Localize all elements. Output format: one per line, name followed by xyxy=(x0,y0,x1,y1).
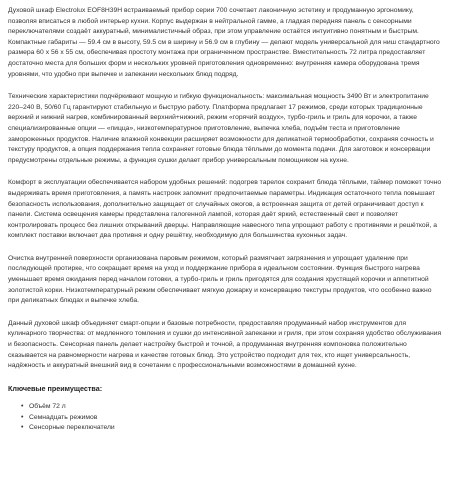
list-item-text: Сенсорные переключатели xyxy=(29,424,115,432)
list-item-text: Семнадцать режимов xyxy=(29,413,98,421)
paragraph-comfort: Комфорт в эксплуатации обеспечивается набором удобных решений: подогрев тарелок сохранит блюда тёплыми, таймер поможет точно выдерживать время приготовления, а память настроек запомнит предпочитаемые параметры. Индикация остаточного тепла повышает безопасность использования, дополнительно защищает от случайных ожогов, а встроенная защита от детей ограничивает доступ к панели. Система освещения камеры представлена галогенной лампой, которая даёт яркий, естественный свет и позволяет контролировать процесс без лишних открываний дверцы. Направляющие навесного типа упрощают работу с противнями и решёткой, а комплект поставки включает два противня и одну решётку, необходимую для большинства кухонных задач. xyxy=(8,179,442,240)
list-item xyxy=(21,402,444,413)
list-item xyxy=(21,413,444,424)
paragraph-specs: Технические характеристики подчёркивают мощную и гибкую функциональность: максимальная мощность 3490 Вт и электропитание 220–240 В, 50/60 Гц гарантируют стабильную и быструю работу. Платформа предлагает 17 режимов, среди которых традиционные верхний и нижний нагрев, комбинированный верхний+нижний, режим «горячий воздух», турбо-гриль и гриль для корочки, а также специализированные опции — «пицца», низкотемпературное приготовление, выпечка хлеба, подъём теста и приготовление замороженных продуктов. Наличие влажной конвекции расширяет возможности для деликатной термообработки, сохраняя сочность и текстуру продуктов, а опция поддержания тепла сохраняет готовые блюда тёплыми до момента подачи. Для заготовок и консервации предусмотрены отдельные режимы, а функция сушки делает прибор универсальным помощником на кухне. xyxy=(8,93,434,164)
bullet-icon: • xyxy=(21,424,24,432)
paragraph-intro: Духовой шкаф Electrolux EOF8H39H встраиваемый прибор серии 700 сочетает лаконичную эстетику и продуманную эргономику, позволяя вписаться в любой интерьер кухни. Корпус выдержан в нейтральной гамме, а гладкая передняя панель с сенсорными переключателями создаёт аккуратный, минималистичный образ, при этом управление остаётся интуитивно понятным и быстрым. Компактные габариты — 59.4 см в высоту, 59.5 см в ширину и 56.9 см в глубину — делают модель универсальной для ниш стандартного размера 60 х 56 х 55 см, обеспечивая простоту монтажа при ограниченном пространстве. Вместительность 72 литра предоставляет достаточно места для больших форм и нескольких уровней приготовления одновременно: внутренняя камера оборудована тремя уровнями, что удобно при выпечке и запекании нескольких блюд подряд. xyxy=(8,7,440,78)
advantages-list xyxy=(8,402,444,434)
paragraph-summary: Данный духовой шкаф объединяет смарт-опции и базовые потребности, предоставляя продуманный набор инструментов для кулинарного творчества: от медленного томления и сушки до интенсивной запеканки и гриля, при этом сохраняя удобство обслуживания и безопасность. Сенсорная панель делает настройку быстрой и точной, а продуманная внутренняя компоновка положительно сказывается на равномерности нагрева и качестве готовых блюд. Это устройство подходит для тех, кто ищет универсальность, надёжность и аккуратный внешний вид в сочетании с профессиональными возможностями в домашней кухне. xyxy=(8,319,442,370)
paragraph-cleaning: Очистка внутренней поверхности организована паровым режимом, который размягчает загрязнения и упрощает удаление при последующей протирке, что сокращает время на уход и поддержание прибора в идеальном состоянии. Функция быстрого нагрева уменьшает время ожидания перед началом готовки, а турбо-гриль и гриль пригодятся для создания хрустящей корочки и аппетитной золотистой корки. Низкотемпературный режим обеспечивает мягкую дожарку и консервацию текстуры продуктов, что особенно важно при деликатных блюдах и выпечке хлеба. xyxy=(8,254,432,305)
list-item-text: Объём 72 л xyxy=(29,402,66,410)
advantages-heading: Ключевые преимущества: xyxy=(8,383,103,393)
bullet-icon: • xyxy=(21,402,24,410)
bullet-icon: • xyxy=(21,413,24,421)
list-item xyxy=(21,423,444,434)
